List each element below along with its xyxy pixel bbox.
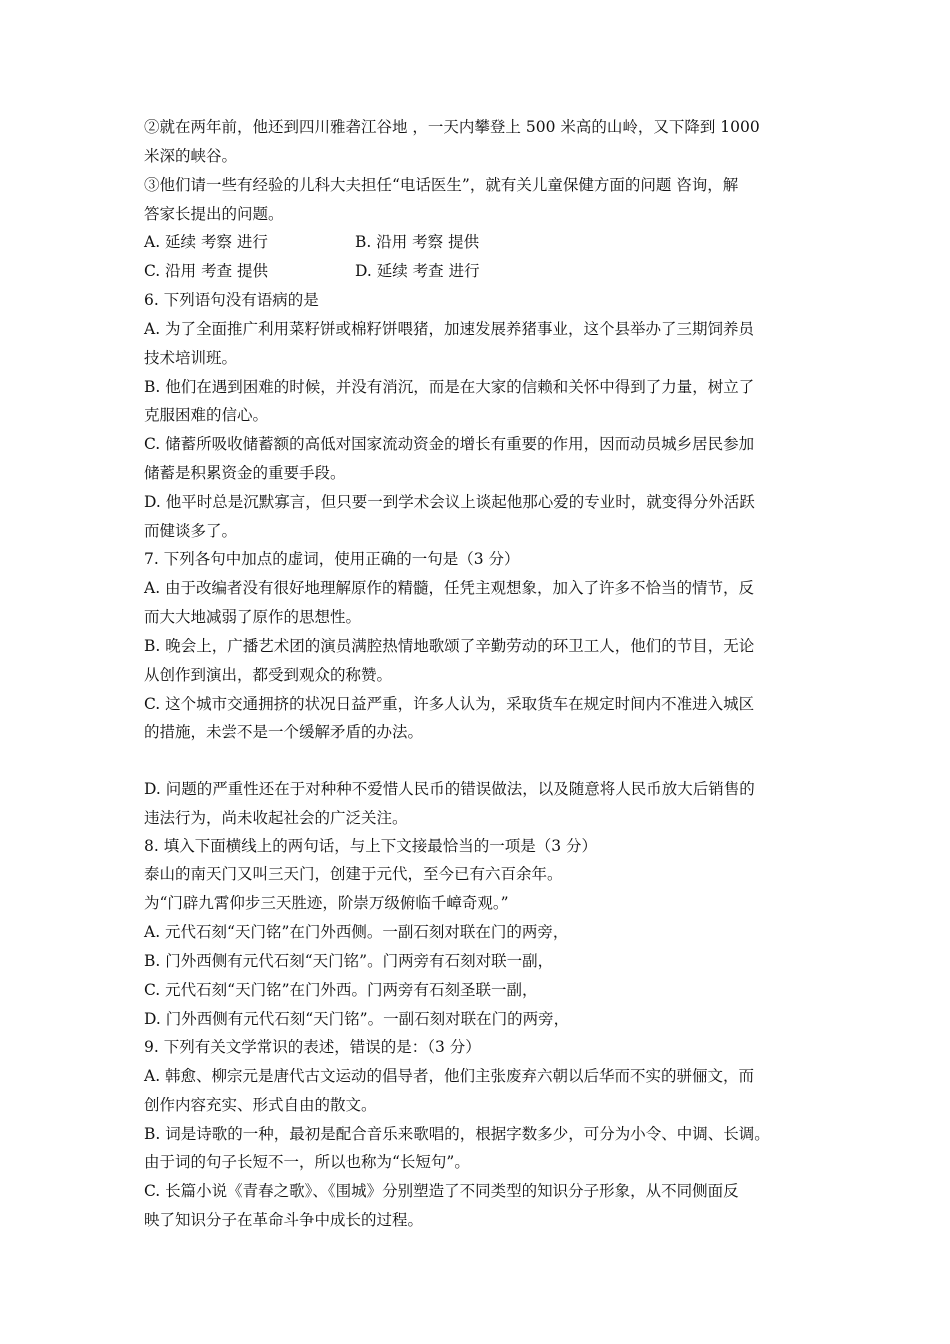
text-line: 答家长提出的问题。 bbox=[144, 205, 284, 223]
text-line: C. 储蓄所吸收储蓄额的高低对国家流动资金的增长有重要的作用，因而动员城乡居民参加 bbox=[144, 435, 755, 453]
text-line: D. 他平时总是沉默寡言，但只要一到学术会议上谈起他那心爱的专业时，就变得分外活跃 bbox=[144, 493, 755, 511]
text-line: C. 这个城市交通拥挤的状况日益严重，许多人认为，采取货车在规定时间内不准进入城区 bbox=[144, 695, 755, 713]
text-line: ②就在两年前，他还到四川雅砻江谷地 ，一天内攀登上 500 米高的山岭，又下降到 1000 bbox=[144, 118, 760, 136]
text-line: 从创作到演出，都受到观众的称赞。 bbox=[144, 666, 393, 684]
text-line: 为“门辟九霄仰步三天胜迹，阶崇万级俯临千嶂奇观。” bbox=[144, 894, 509, 912]
text-line: B. 他们在遇到困难的时候，并没有消沉，而是在大家的信赖和关怀中得到了力量，树立了 bbox=[144, 378, 755, 396]
text-line: 违法行为，尚未收起社会的广泛关注。 bbox=[144, 809, 408, 827]
text-line: 创作内容充实、形式自由的散文。 bbox=[144, 1096, 377, 1114]
question-9-stem: 9. 下列有关文学常识的表述，错误的是：（3 分） bbox=[144, 1038, 481, 1056]
q5-option-b: B. 沿用 考察 提供 bbox=[355, 233, 480, 251]
q5-option-d: D. 延续 考查 进行 bbox=[355, 262, 480, 280]
text-line: 由于词的句子长短不一，所以也称为“长短句”。 bbox=[144, 1153, 470, 1171]
text-line: B. 门外西侧有元代石刻“天门铭”。门两旁有石刻对联一副， bbox=[144, 952, 554, 970]
text-line: 映了知识分子在革命斗争中成长的过程。 bbox=[144, 1211, 424, 1229]
text-line: 克服困难的信心。 bbox=[144, 406, 269, 424]
text-line: A. 元代石刻“天门铭”在门外西侧。一副石刻对联在门的两旁， bbox=[144, 923, 569, 941]
text-line: ③他们请一些有经验的儿科大夫担任“电话医生”，就有关儿童保健方面的问题 咨询，解 bbox=[144, 176, 739, 194]
q5-option-c: C. 沿用 考查 提供 bbox=[144, 262, 269, 280]
text-line: C. 元代石刻“天门铭”在门外西。门两旁有石刻圣联一副， bbox=[144, 981, 538, 999]
text-line: 而大大地减弱了原作的思想性。 bbox=[144, 608, 362, 626]
text-line: 而健谈多了。 bbox=[144, 522, 238, 540]
question-6-stem: 6. 下列语句没有语病的是 bbox=[144, 291, 319, 309]
question-7-stem: 7. 下列各句中加点的虚词，使用正确的一句是（3 分） bbox=[144, 550, 520, 568]
text-line: 米深的峡谷。 bbox=[144, 147, 238, 165]
text-line: A. 为了全面推广利用菜籽饼或棉籽饼喂猪，加速发展养猪事业，这个县举办了三期饲养员 bbox=[144, 320, 755, 338]
text-line: A. 韩愈、柳宗元是唐代古文运动的倡导者，他们主张废弃六朝以后华而不实的骈俪文，而 bbox=[144, 1067, 755, 1085]
text-line: C. 长篇小说《青春之歌》、《围城》分别塑造了不同类型的知识分子形象，从不同侧面反 bbox=[144, 1182, 739, 1200]
question-8-stem: 8. 填入下面横线上的两句话，与上下文接最恰当的一项是（3 分） bbox=[144, 837, 598, 855]
text-line: B. 晚会上，广播艺术团的演员满腔热情地歌颂了辛勤劳动的环卫工人，他们的节目，无论 bbox=[144, 637, 755, 655]
text-line: 泰山的南天门又叫三天门，创建于元代，至今已有六百余年。 bbox=[144, 865, 563, 883]
q5-option-a: A. 延续 考察 进行 bbox=[144, 233, 268, 251]
text-line: A. 由于改编者没有很好地理解原作的精髓，任凭主观想象，加入了许多不恰当的情节，反 bbox=[144, 579, 755, 597]
text-line: 的措施，未尝不是一个缓解矛盾的办法。 bbox=[144, 723, 424, 741]
text-line: D. 问题的严重性还在于对种种不爱惜人民币的错误做法，以及随意将人民币放大后销售的 bbox=[144, 780, 755, 798]
text-line: B. 词是诗歌的一种，最初是配合音乐来歌唱的，根据字数多少，可分为小令、中调、长调。 bbox=[144, 1125, 770, 1143]
text-line: D. 门外西侧有元代石刻“天门铭”。一副石刻对联在门的两旁， bbox=[144, 1010, 570, 1028]
text-line: 技术培训班。 bbox=[144, 349, 238, 367]
text-line: 储蓄是积累资金的重要手段。 bbox=[144, 464, 346, 482]
